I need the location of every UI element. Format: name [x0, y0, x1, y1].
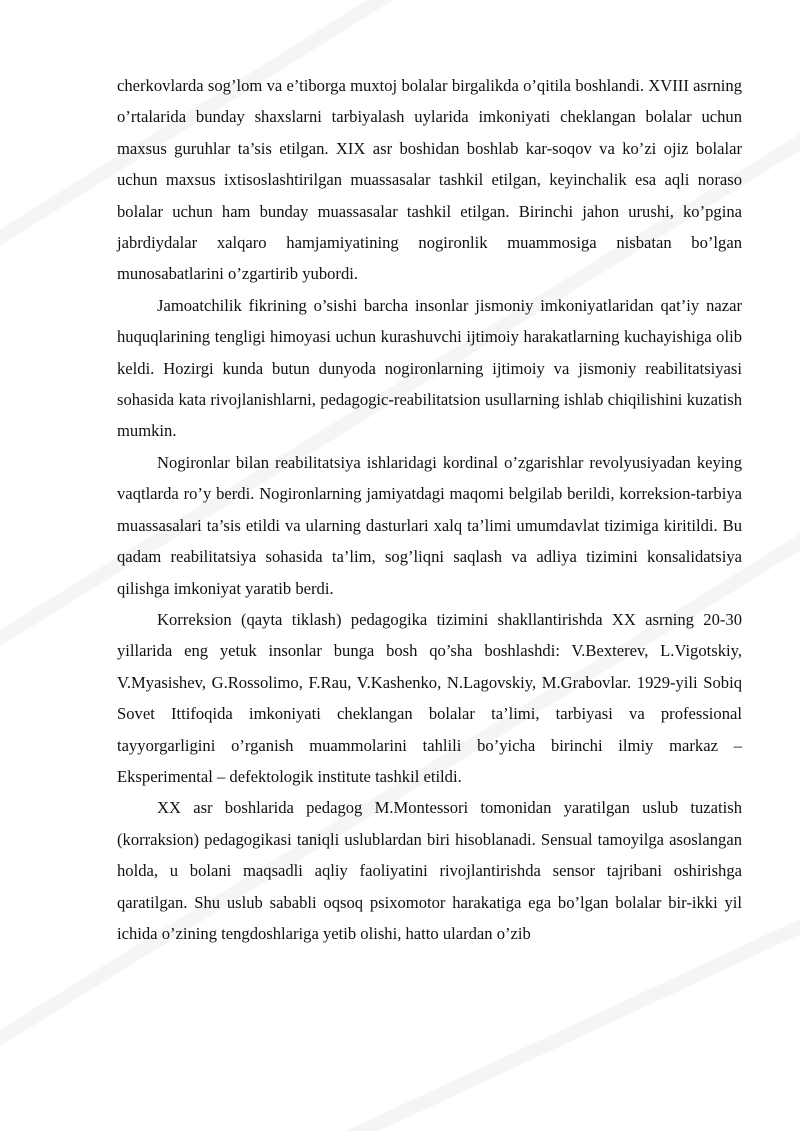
paragraph-2: Jamoatchilik fikrining o’sishi barcha insonlar jismoniy imkoniyatlaridan qat’iy nazar huquqlarining tengligi himoyasi uchun kurashuvchi ijtimoiy harakatlarning kuchayishiga olib keldi. Hozirgi kunda butun dunyoda nogironlarning ijtimoiy va jismoniy reabilitatsiyasi sohasida kata rivojlanishlarni, pedagogic-reabilitatsion usullarning ishlab chiqilishini kuzatish mumkin.: [117, 295, 742, 441]
paragraph-5: XX asr boshlarida pedagog M.Montessori tomonidan yaratilgan uslub tuzatish (korraksion) pedagogikasi taniqli uslublardan biri hisoblanadi. Sensual tamoyilga asoslangan holda, u bolani maqsadli aqliy faoliyatini rivojlantirishda sensor tajribani oshirishga qaratilgan. Shu uslub sababli oqsoq psixomotor harakatiga ega bo’lgan bolalar bir-ikki yil ichida o’zining tengdoshlariga yetib olishi, hatto ulardan o’zib: [117, 798, 742, 943]
document-body: [117, 70, 742, 949]
paragraph-4: Korreksion (qayta tiklash) pedagogika tizimini shakllantirishda XX asrning 20-30 yillarida eng yetuk insonlar bunga bosh qo’sha boshlashdi: V.Bexterev, L.Vigotskiy, V.Myasishev, G.Rossolimo, F.Rau, V.Kashenko, N.Lagovskiy, M.Grabovlar. 1929-yili Sobiq Sovet Ittifoqida imkoniyati cheklangan bolalar ta’limi, tarbiyasi va professional tayyorgarligini o’rganish muammolarini tahlili bo’yicha birinchi ilmiy markaz – Eksperimental – defektologik institute tashkil etildi.: [117, 609, 742, 786]
paragraph-1: cherkovlarda sog’lom va e’tiborga muxtoj bolalar birgalikda o’qitila boshlandi. XVIII asrning o’rtalarida bunday shaxslarni tarbiyalash uylarida imkoniyati cheklangan bolalar uchun maxsus guruhlar ta’sis etilgan. XIX asr boshidan boshlab kar-soqov va ko’zi ojiz bolalar uchun maxsus ixtisoslashtirilgan muassasalar tashkil etilgan, keyinchalik esa aqli noraso bolalar uchun ham bunday muassasalar tashkil etilgan. Birinchi jahon urushi, ko’pgina jabrdiydalar xalqaro hamjamiyatining nogironlik muammosiga nisbatan bo’lgan munosabatlarini o’zgartirib yubordi.: [117, 76, 742, 284]
paragraph-3: Nogironlar bilan reabilitatsiya ishlaridagi kordinal o’zgarishlar revolyusiyadan keying vaqtlarda ro’y berdi. Nogironlarning jamiyatdagi maqomi belgilab berildi, korreksion-tarbiya muassasalari ta’sis etildi va ularning dasturlari xalq ta’limi umumdavlat tizimiga kiritildi. Bu qadam reabilitatsiya sohasida ta’lim, sog’liqni saqlash va adliya tizimini konsalidatsiya qilishga imkoniyat yaratib berdi.: [117, 452, 742, 598]
